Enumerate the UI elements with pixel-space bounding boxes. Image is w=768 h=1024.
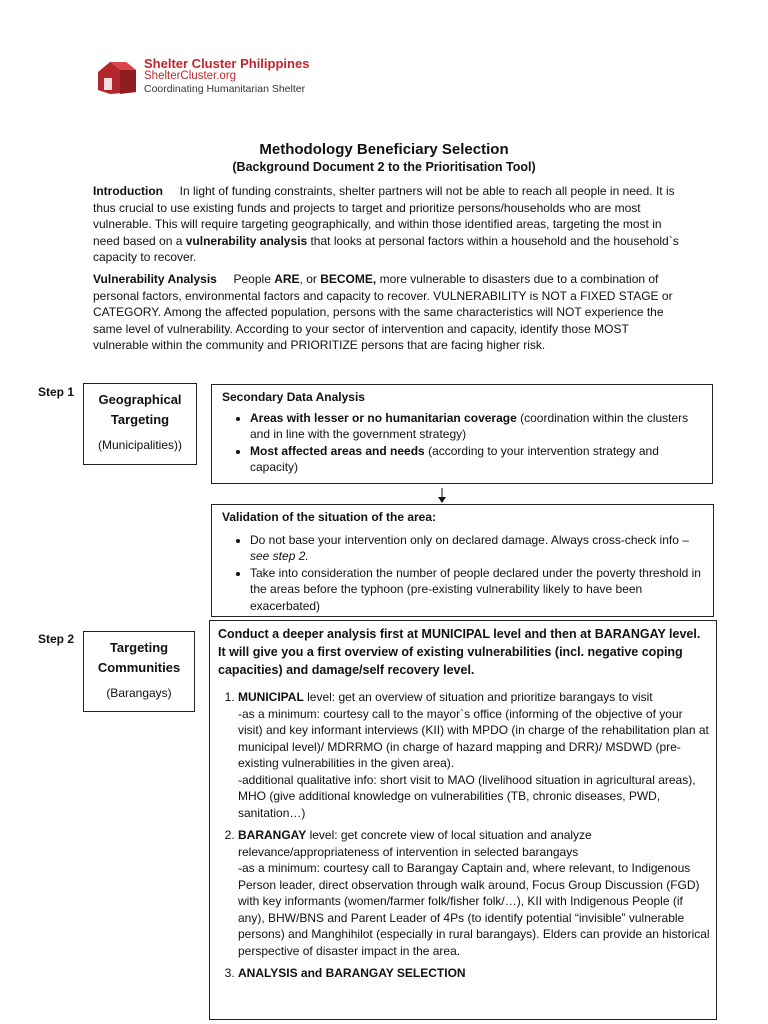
vuln-text-3: more vulnerable to disasters due to a combination of personal factors, environmental factors and capacity to recover. VULNERABILITY is NOT a FIXED STAGE or CATEGORY. Among the affected population, persons with the same characteristics will NOT experience the same level of vulnerability. According to your sector of intervention and capacity, identify those MOST vulnerable within the community and PRIORITIZE persons that are facing higher risk. xyxy=(93,272,673,352)
vulnerability-heading: Vulnerability Analysis xyxy=(93,272,217,286)
targeting-communities-box xyxy=(83,631,195,712)
list-item: 3. ANALYSIS and BARANGAY SELECTION xyxy=(238,965,716,982)
validation-box xyxy=(211,504,714,617)
step-1-box-title-2: Targeting xyxy=(110,412,170,427)
vuln-text-1: People xyxy=(233,272,275,286)
step-1-label: Step 1 xyxy=(38,385,75,399)
vuln-bold-1: ARE xyxy=(274,272,300,286)
intro-heading: Introduction xyxy=(93,184,163,198)
list-item: • Take into consideration the number of people declared under the poverty threshold in the areas before the typhoon (pre-existing vulnerability likely to have been exacerbated) xyxy=(250,565,705,615)
intro-text-1: In light of funding constraints, shelter partners will not be able to reach all people in need. It is thus crucial to use existing funds and projects to target and prioritize persons/households who are most vulnerable. This will require targeting geographically, and within those identified areas, targeting the most in need based on a xyxy=(93,184,675,248)
list-item: • Do not base your intervention only on declared damage. Always cross-check info – see step 2. xyxy=(250,532,705,565)
step-1-box-sub: (Municipalities)) xyxy=(97,438,183,452)
page-title: Methodology Beneficiary Selection xyxy=(259,141,509,158)
logo-org-name: Shelter Cluster Philippines xyxy=(144,56,310,71)
step-2-box-title-2: Communities xyxy=(97,660,181,675)
intro-text-bold: vulnerability analysis xyxy=(185,233,308,248)
step-1-box-title-1: Geographical xyxy=(98,392,182,407)
house-logo-icon xyxy=(96,56,140,96)
vuln-bold-2: BECOME, xyxy=(320,272,377,286)
vulnerability-paragraph xyxy=(93,271,683,354)
list-item: • Most affected areas and needs (according to your intervention strategy and capacity) xyxy=(250,443,704,476)
logo xyxy=(96,56,336,98)
secondary-heading: Secondary Data Analysis xyxy=(222,390,365,404)
step-2-box-sub: (Barangays) xyxy=(106,686,172,700)
intro-text-2: that looks at personal factors within a household and the household`s capacity to recover. xyxy=(93,233,679,264)
deeper-analysis-lead: Conduct a deeper analysis first at MUNICIPAL level and then at BARANGAY level. It will give you a first overview of existing vulnerabilities (incl. negative coping capacities) and damage/self recovery level. xyxy=(218,627,701,677)
validation-heading: Validation of the situation of the area: xyxy=(222,510,437,524)
geographical-targeting-box xyxy=(83,383,197,465)
step-2-box-title-1: Targeting xyxy=(109,640,169,655)
arrow-down-icon xyxy=(437,488,447,504)
logo-url[interactable]: ShelterCluster.org xyxy=(144,70,237,82)
secondary-data-box xyxy=(211,384,713,484)
list-item: • Areas with lesser or no humanitarian coverage (coordination within the clusters and in line with the government strategy) xyxy=(250,410,704,443)
deeper-analysis-box xyxy=(209,620,717,1020)
logo-tagline: Coordinating Humanitarian Shelter xyxy=(144,83,306,95)
intro-paragraph xyxy=(93,183,683,266)
vuln-text-2: , or xyxy=(299,272,321,286)
step-2-label: Step 2 xyxy=(38,632,75,646)
list-item: 1. MUNICIPAL level: get an overview of situation and prioritize barangays to visit -as a minimum: courtesy call to the mayor`s office (informing of the objective of your visit) and key informant interviews (KII) with MPDO (in charge of the rehabilitation plan at municipal level)/ MDRRMO (in charge of hazard mapping and DRR)/ MSDWD (pre-existing vulnerabilities in the given area). -additional qualitative info: short visit to MAO (livelihood situation in agricultural areas), MHO (give additional knowledge on vulnerabilities (TB, chronic diseases, PWD, sanitation…) xyxy=(238,689,716,821)
list-item: 2. BARANGAY level: get concrete view of local situation and analyze relevance/appropriateness of intervention in selected barangays -as a minimum: courtesy call to Barangay Captain and, where relevant, to Indigenous Person leader, direct observation through walk around, Focus Group Discussion (FGD) with key informants (women/farmer folk/fisher folk/…), KII with Indigenous People (if any), BHW/BNS and Parent Leader of 4Ps (to identify potential “invisible” vulnerable persons) and Manghihilot (especially in rural barangays). Elders can provide an historical perspective of disaster impact in the area. xyxy=(238,827,716,959)
page-subtitle: (Background Document 2 to the Prioritisation Tool) xyxy=(232,160,536,174)
